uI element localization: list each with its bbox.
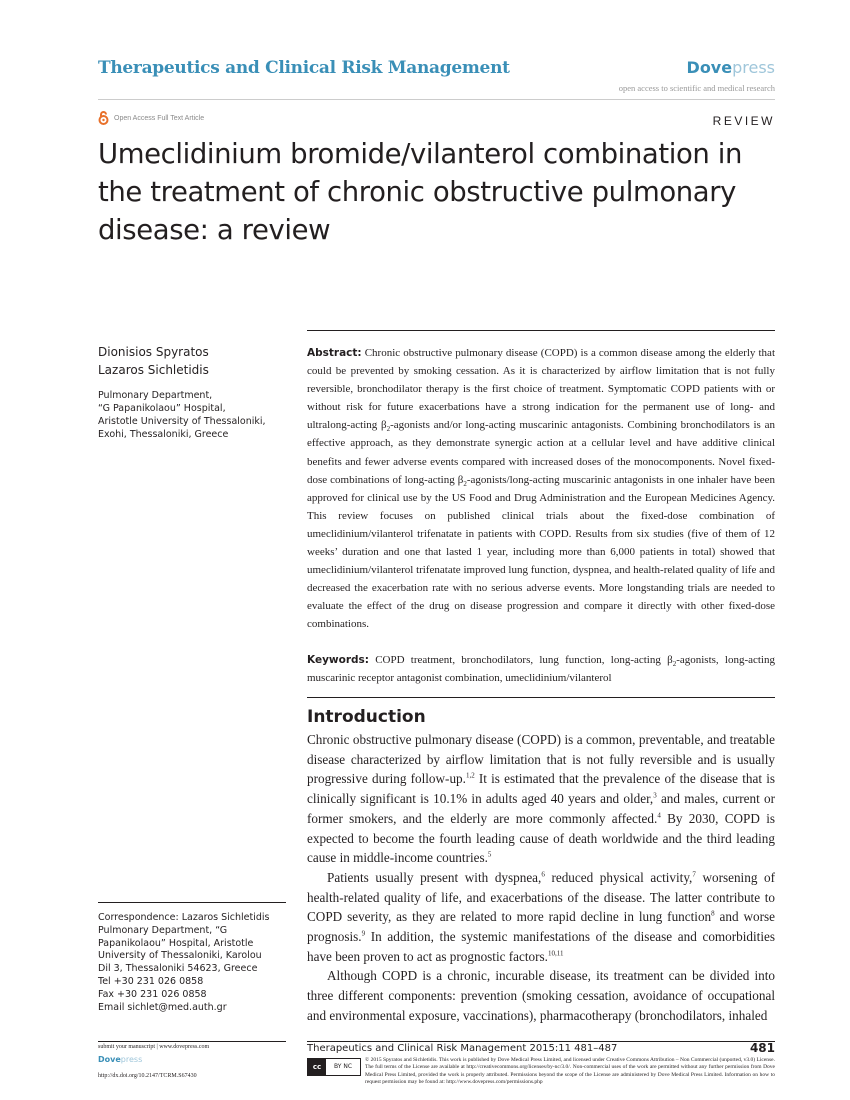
citation-ref[interactable]: 7: [692, 870, 696, 879]
abstract-top-rule: [307, 330, 775, 331]
text-run: worsening of health-related quality of life, and exacerbations of the disease. The latter contribute to COPD severity, as they are related to more rapid decline in lung function: [307, 869, 776, 925]
text-run: Although COPD is a chronic, incurable disease, its treatment can be divided into three different components: prevention (smoking cessation, avoidance of occupational and environmental exposure, vaccinations), pharmacotherapy (bronchodilators, inhaled: [307, 968, 775, 1023]
abstract-label: Abstract:: [307, 347, 362, 359]
citation-ref[interactable]: 9: [361, 929, 366, 938]
citation-ref[interactable]: 3: [653, 791, 657, 800]
citation-ref[interactable]: 10,11: [547, 949, 564, 958]
correspondence-line: Fax +30 231 026 0858: [98, 988, 207, 1000]
paragraph: [307, 868, 775, 967]
text-run: reduced physical activity,: [544, 869, 693, 885]
author-name: Dionisios Spyratos: [98, 345, 209, 359]
affiliation-line: “G Papanikolaou” Hospital,: [98, 403, 226, 414]
open-access-icon: [98, 111, 109, 125]
correspondence-line: Tel +30 231 026 0858: [98, 975, 204, 987]
abstract-text: Chronic obstructive pulmonary disease (COPD) is a common disease among the elderly that could be prevented by smoking cessation. As it is characterized by airflow limitation that is not fully reversible, bronchodilator therapy is the first choice of treatment. Symptomatic COPD patients with or without risk for future exacerbations have a strong indication for the permanent use of long- and ultralong-acting β: [307, 347, 775, 432]
journal-title: Therapeutics and Clinical Risk Management: [98, 58, 510, 78]
citation: Therapeutics and Clinical Risk Management 2015:11 481–487: [307, 1043, 618, 1054]
text-run: It is estimated that the prevalence of the disease that is clinically significant is 10.1% in adults aged 40 years and older,: [307, 771, 776, 807]
header-divider: [98, 99, 775, 100]
publisher-logo-main: Dove: [686, 58, 733, 77]
affiliation-line: Pulmonary Department,: [98, 390, 213, 401]
section-heading: Introduction: [307, 707, 426, 727]
keywords: [307, 651, 775, 687]
open-access-row: [98, 111, 204, 125]
abstract-bottom-rule: [307, 697, 775, 698]
correspondence-line: University of Thessaloniki, Karolou: [98, 950, 262, 962]
subscript: 2: [672, 660, 677, 669]
cc-icon: cc: [308, 1059, 326, 1075]
paragraph: [307, 966, 775, 1025]
page-number: 481: [749, 1041, 775, 1055]
abstract: [307, 344, 775, 634]
correspondence-line: Pulmonary Department, “G: [98, 924, 228, 936]
citation-ref[interactable]: 8: [711, 909, 715, 918]
submit-manuscript-link[interactable]: submit your manuscript | www.dovepress.com: [98, 1044, 210, 1050]
text-run: Patients usually present with dyspnea,: [327, 869, 542, 885]
footer-rule: [98, 1041, 286, 1042]
abstract-text: -agonists/long-acting muscarinic antagonists in one inhaler have been approved for clinical use by the US Food and Drug Administration and the European Medicines Agency. This review focuses on published clinical trials about the fixed-dose combination of umeclidinium/vilanterol trifenatate in patients with COPD. Results from six studies (five of them of 12 weeks’ duration and one that lasted 1 year, including more than 6,000 patients in total) showed that umeclidinium/vilanterol trifenatate improved lung function, dyspnea, and health-related quality of life and decreased the exacerbation rate with no serious adverse events. More longstanding trials are needed to evaluate the effect of the drug on disease progression and compare it directly with other fixed-dose combinations.: [307, 473, 775, 631]
footer-rule: [307, 1041, 775, 1042]
publisher-logo[interactable]: [687, 58, 775, 77]
license-text: © 2015 Spyratos and Sichletidis. This work is published by Dove Medical Press Limited, and licensed under Creative Commons Attribution – Non Commercial (unported, v3.0) License. The full terms of the License are available at http://creativecommons.org/licenses/by-nc/3.0/. Non-commercial uses of the work are permitted without any further permission from Dove Medical Press Limited, provided the work is properly attributed. Permissions beyond the scope of the License are administered by Dove Medical Press Limited. Information on how to request permission may be found at: http://www.dovepress.com/permissions.php: [365, 1057, 775, 1086]
keywords-label: Keywords:: [307, 654, 369, 666]
cc-license-badge[interactable]: [307, 1058, 361, 1076]
text-run: Chronic obstructive pulmonary disease (COPD) is a common, preventable, and treatable disease characterized by airflow limitation that is not fully reversible and is usually progressive during follow-up.: [307, 732, 775, 787]
citation-ref[interactable]: 1,2: [465, 772, 475, 781]
subscript: 2: [386, 425, 391, 434]
correspondence-line: Correspondence: Lazaros Sichletidis: [98, 912, 270, 923]
text-run: In addition, the systemic manifestations of the disease and comorbidities have been proven to act as prognostic factors.: [307, 929, 775, 964]
article-type: REVIEW: [712, 114, 775, 128]
text-run: By 2030, COPD is expected to become the fourth leading cause of death worldwide and the third leading cause in middle-income countries.: [307, 810, 775, 866]
affiliation-line: Aristotle University of Thessaloniki,: [98, 416, 266, 427]
keywords-text: -agonists, long-acting muscarinic receptor antagonist combination, umeclidinium/vilanterol: [307, 654, 775, 685]
abstract-text: -agonists and/or long-acting muscarinic antagonists. Combining bronchodilators is an effective approach, as they demonstrate synergic action at a cellular level and have additive clinical benefits and fewer adverse events compared with increased doses of the monocomponents. Novel fixed-dose combinations of long-acting β: [307, 419, 775, 486]
subscript: 2: [463, 479, 467, 488]
footer-logo-press: press: [120, 1055, 143, 1064]
keywords-text: COPD treatment, bronchodilators, lung function, long-acting β: [368, 654, 673, 666]
affiliation: [98, 389, 293, 441]
citation-ref[interactable]: 6: [541, 870, 545, 879]
open-access-label: Open Access Full Text Article: [114, 114, 205, 122]
paragraph: [307, 730, 775, 868]
citation-ref[interactable]: 5: [487, 850, 492, 859]
author-block: [98, 343, 293, 441]
citation-ref[interactable]: 4: [657, 811, 661, 820]
correspondence-email[interactable]: Email sichlet@med.auth.gr: [98, 1001, 227, 1013]
introduction-body: [307, 730, 775, 1026]
publisher-logo-press: press: [732, 58, 775, 77]
publisher-tagline: open access to scientific and medical research: [618, 83, 775, 93]
affiliation-line: Exohi, Thessaloniki, Greece: [98, 429, 229, 440]
correspondence-rule: [98, 902, 286, 903]
footer-publisher-logo[interactable]: [98, 1055, 142, 1064]
correspondence-line: Dil 3, Thessaloniki 54623, Greece: [98, 963, 258, 975]
by-nc-icon: BY NC: [333, 1063, 353, 1070]
correspondence-line: Papanikolaou” Hospital, Aristotle: [98, 937, 254, 949]
text-run: and males, current or former smokers, and the elderly are more commonly affected.: [307, 791, 775, 826]
article-title: Umeclidinium bromide/vilanterol combination in the treatment of chronic obstructive pulmonary disease: a review: [98, 138, 743, 246]
doi-link[interactable]: http://dx.doi.org/10.2147/TCRM.S67430: [98, 1073, 197, 1079]
author-name: Lazaros Sichletidis: [98, 363, 209, 377]
text-run: and worse prognosis.: [307, 909, 775, 945]
footer-logo-main: Dove: [98, 1055, 121, 1064]
correspondence: [98, 912, 298, 1014]
